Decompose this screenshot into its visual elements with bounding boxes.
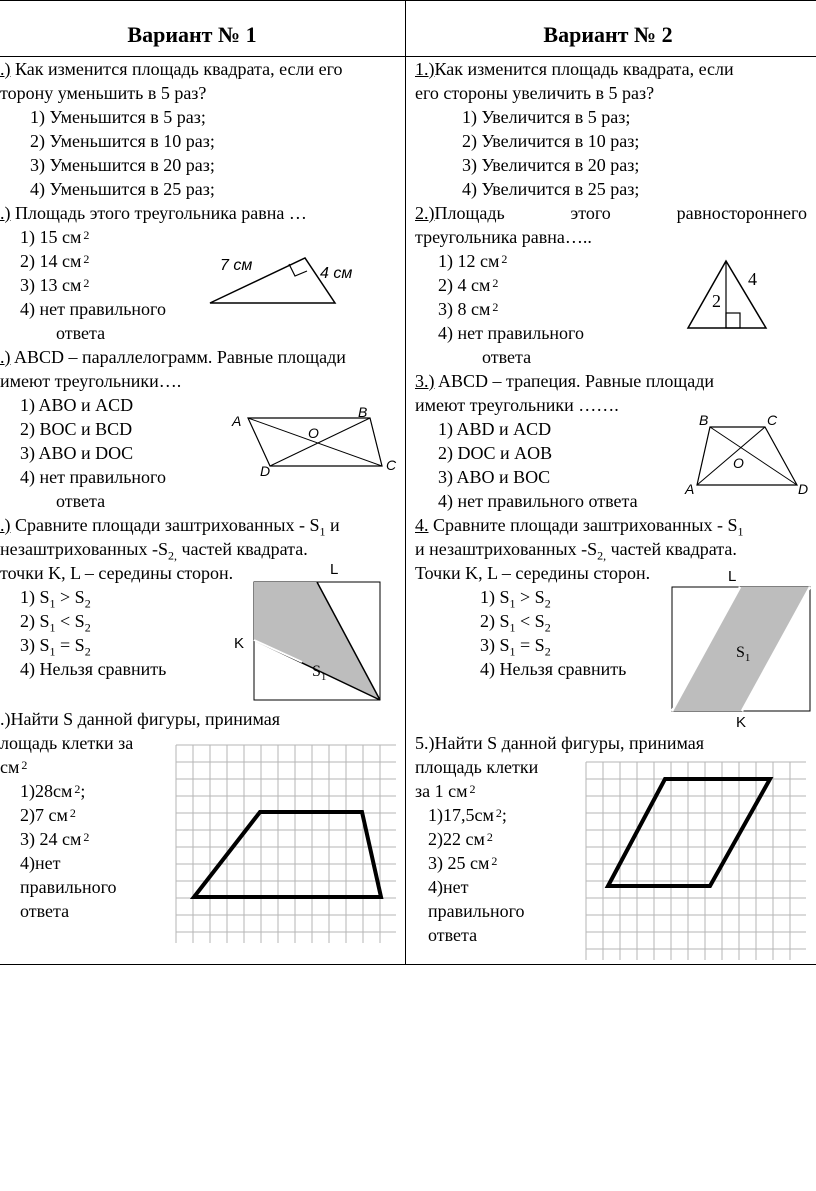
v2-square-shaded-figure (660, 565, 815, 730)
v1-q1-option-1: 1) Уменьшится в 5 раз; (30, 107, 206, 127)
v2-q4-option-2: 2) $S_1 < S_2$ (480, 611, 551, 635)
v1-q2-option-3: 3) 13 см $^2$ (20, 275, 90, 295)
v2-fig-label-o: O (733, 455, 744, 471)
v1-fig-label-d: D (260, 463, 271, 479)
v2-q5-option-4-cont2: ответа (428, 925, 478, 945)
column-divider (405, 0, 406, 965)
v1-fig-label-k: K (234, 635, 245, 652)
v1-right-triangle-figure (200, 248, 360, 308)
v1-q1-option-2: 2) Уменьшится в 10 раз; (30, 131, 215, 151)
table-top-border (0, 0, 816, 1)
v2-q1-option-1: 1) Увеличится в 5 раз; (462, 107, 631, 127)
variant-1-header: Вариант № 1 (127, 22, 257, 47)
v1-fig-label-o: O (308, 425, 319, 441)
v1-q4-option-4: 4) Нельзя сравнить (20, 659, 167, 679)
v2-fig-label-d: D (798, 481, 809, 497)
v2-q3-option-3: 3) ABO и BOC (438, 467, 551, 487)
v1-q2-line1: .) Площадь этого треугольника равна … (0, 203, 307, 223)
v1-fig-label-b: B (358, 404, 368, 420)
v2-q4-option-4: 4) Нельзя сравнить (480, 659, 627, 679)
v2-q1-option-4: 4) Увеличится в 25 раз; (462, 179, 640, 199)
v2-fig-label-side: 4 (748, 269, 757, 289)
v1-q3-option-4: 4) нет правильного (20, 467, 166, 487)
v2-fig-label-c: C (767, 412, 778, 428)
v2-q2-option-2: 2) 4 см $^2$ (438, 275, 499, 295)
v2-q4-line3: Точки K, L – середины сторон. (415, 563, 651, 583)
v1-q3-option-1: 1) ABO и ACD (20, 395, 134, 415)
v2-equilateral-triangle-figure (680, 255, 780, 335)
v1-parallelogram-figure (230, 404, 400, 479)
v1-q2-option-4-cont: ответа (56, 323, 106, 343)
v2-q5-line2: площадь клетки (415, 757, 539, 777)
v2-q4-option-3: 3) $S_1 = S_2$ (480, 635, 551, 659)
v1-q5-line2: лощадь клетки за (0, 733, 134, 753)
v1-q1-line1: .) Как изменится площадь квадрата, если его (0, 59, 343, 79)
v1-q4-line3: точки K, L – середины сторон. (0, 563, 234, 583)
v1-q2-option-1: 1) 15 см $^2$ (20, 227, 90, 247)
v1-fig-label-4cm: 4 см (320, 265, 353, 282)
v2-q1-option-3: 3) Увеличится в 20 раз; (462, 155, 640, 175)
v2-q5-option-1: 1)17,5см $^2$; (428, 805, 507, 825)
v2-grid-lines (586, 762, 806, 960)
v2-fig-label-s1: $S_1$ (736, 644, 751, 664)
v1-q3-line1: .) ABCD – параллелограмм. Равные площади (0, 347, 346, 367)
v2-q5-option-4: 4)нет (428, 877, 469, 897)
v1-q4-option-2: 2) $S_1 < S_2$ (20, 611, 91, 635)
v1-fig-label-c: C (386, 457, 397, 473)
v2-q2-option-4: 4) нет правильного (438, 323, 584, 343)
v2-q5-option-4-cont1: правильного (428, 901, 525, 921)
v2-q2-option-3: 3) 8 см $^2$ (438, 299, 499, 319)
v2-fig-label-b: B (699, 412, 709, 428)
v1-q1-line2: торону уменьшить в 5 раз? (0, 83, 207, 103)
v1-q5-option-4-cont1: правильного (20, 877, 117, 897)
v1-q5-option-2: 2)7 см $^2$ (20, 805, 76, 825)
v2-q3-line1: 3.) ABCD – трапеция. Равные площади (415, 371, 714, 391)
v1-q3-option-3: 3) ABO и DOC (20, 443, 134, 463)
table-bottom-border (0, 964, 816, 965)
v1-q3-line2: имеют треугольники…. (0, 371, 182, 391)
v2-fig-label-a: A (685, 481, 695, 497)
v2-q4-line1: 4. Сравните площади заштрихованных - $S_1$ (415, 515, 744, 539)
v2-q1-line1: 1.)Как изменится площадь квадрата, если (415, 59, 734, 79)
v1-q4-option-3: 3) $S_1 = S_2$ (20, 635, 91, 659)
v1-fig-label-7cm: 7 см (220, 257, 253, 274)
v1-fig-label-l: L (330, 561, 339, 578)
v2-q5-option-2: 2)22 см $^2$ (428, 829, 493, 849)
v2-fig-label-l: L (728, 568, 737, 585)
v1-q2-option-2: 2) 14 см $^2$ (20, 251, 90, 271)
variant-2-header: Вариант № 2 (543, 22, 673, 47)
v2-q5-line3: за 1 см $^2$ (415, 781, 476, 801)
v2-q2-option-4-cont: ответа (482, 347, 532, 367)
v2-q1-line2: его стороны увеличить в 5 раз? (415, 83, 655, 103)
v2-grid-parallelogram-figure (586, 762, 808, 962)
v1-grid-lines (176, 745, 396, 943)
v1-q3-option-2: 2) BOC и BCD (20, 419, 133, 439)
v1-q1-option-3: 3) Уменьшится в 20 раз; (30, 155, 215, 175)
v1-q3-option-4-cont: ответа (56, 491, 106, 511)
v1-q5-line1: .)Найти S данной фигуры, принимая (0, 709, 281, 729)
v2-q2-line2: треугольника равна….. (415, 227, 592, 247)
v2-fig-label-k: K (736, 714, 747, 731)
v2-q3-option-1: 1) ABD и ACD (438, 419, 552, 439)
v1-q4-line2: незаштрихованных $-S_{2,}$ частей квадрата. (0, 539, 308, 563)
v1-q4-option-1: 1) $S_1 > S_2$ (20, 587, 91, 611)
v2-q3-option-2: 2) DOC и AOB (438, 443, 553, 463)
v1-q2-option-4: 4) нет правильного (20, 299, 166, 319)
v2-q4-line2: и незаштрихованных $-S_{2,}$ частей квадрата. (415, 539, 737, 563)
v1-fig-label-s1: $S_1$ (312, 663, 327, 683)
v2-q5-option-3: 3) 25 см $^2$ (428, 853, 498, 873)
v1-q5-option-1: 1)28см $^2$; (20, 781, 86, 801)
v2-q2-option-1: 1) 12 см $^2$ (438, 251, 508, 271)
v1-q5-option-4-cont2: ответа (20, 901, 70, 921)
v2-trapezoid-figure (685, 412, 810, 497)
v1-square-shaded-figure (232, 560, 392, 705)
v2-q2-line1: 2.)Площадь этого равностороннего (415, 203, 807, 223)
v2-q3-line2: имеют треугольники ……. (415, 395, 619, 415)
v1-q5-option-4: 4)нет (20, 853, 61, 873)
v2-fig-label-height: 2 (712, 291, 721, 311)
v1-fig-label-a: A (232, 413, 242, 429)
v2-q3-option-4: 4) нет правильного ответа (438, 491, 638, 511)
v2-q4-option-1: 1) $S_1 > S_2$ (480, 587, 551, 611)
v1-q4-line1: .) Сравните площади заштрихованных - $S_1$ и (0, 515, 340, 539)
v1-q5-option-3: 3) 24 см $^2$ (20, 829, 90, 849)
v1-grid-trapezoid-figure (176, 745, 398, 945)
v1-q1-option-4: 4) Уменьшится в 25 раз; (30, 179, 215, 199)
v2-q1-option-2: 2) Увеличится в 10 раз; (462, 131, 640, 151)
v2-q5-line1: 5.)Найти S данной фигуры, принимая (415, 733, 705, 753)
v1-q5-line3: см $^2$ (0, 757, 28, 777)
